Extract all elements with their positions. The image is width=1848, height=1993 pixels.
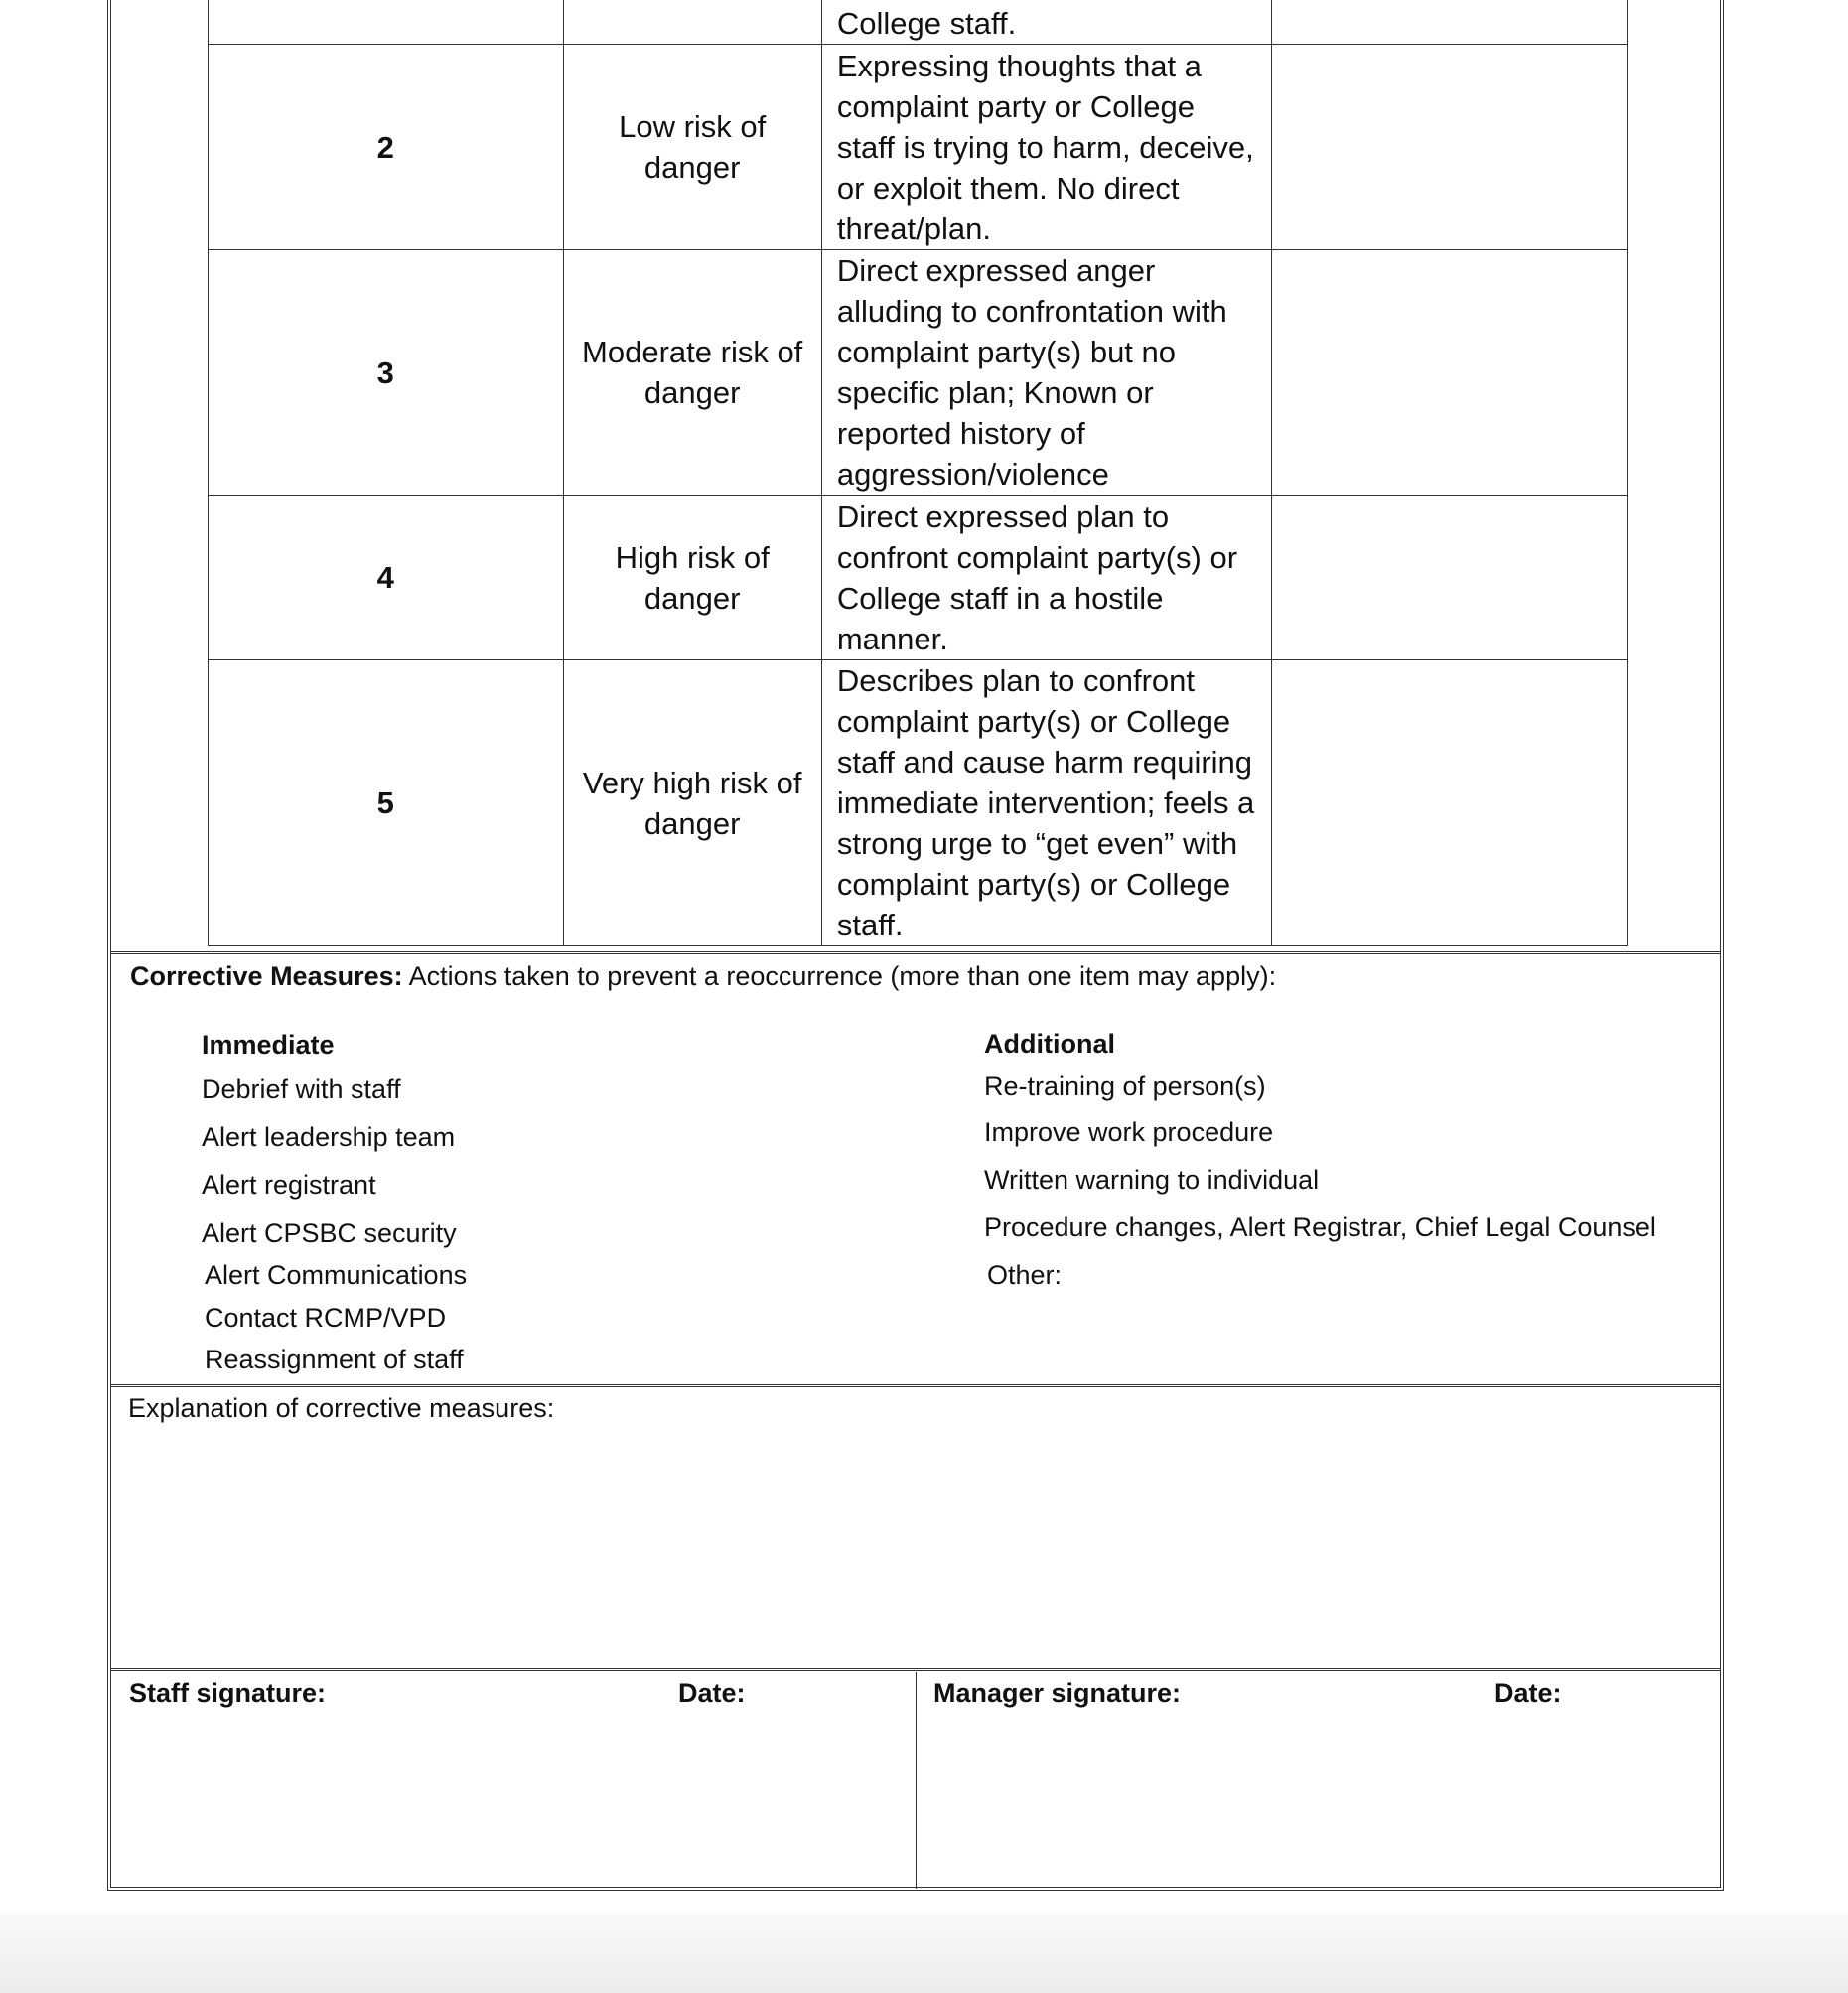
additional-item-improve-procedure[interactable]: Improve work procedure [984, 1117, 1274, 1147]
risk-level-description: Direct expressed anger alluding to confrontation with complaint party(s) but no specific plan; Known or reported history of aggression/violence [821, 250, 1272, 496]
staff-signature-label: Staff signature: [129, 1678, 327, 1708]
risk-level-number: 4 [209, 496, 564, 660]
section-divider [111, 1668, 1720, 1671]
staff-date-label: Date: [678, 1678, 746, 1708]
additional-item-procedure-changes[interactable]: Procedure changes, Alert Registrar, Chief Legal Counsel [984, 1212, 1656, 1242]
immediate-item-alert-registrant[interactable]: Alert registrant [202, 1170, 376, 1200]
immediate-item-reassignment[interactable]: Reassignment of staff [205, 1345, 464, 1374]
immediate-item-alert-security[interactable]: Alert CPSBC security [202, 1218, 457, 1248]
explanation-label: Explanation of corrective measures: [128, 1393, 555, 1423]
corrective-measures-heading-rest: Actions taken to prevent a reoccurrence (more than one item may apply): [402, 961, 1277, 991]
risk-level-label: Low risk of danger [563, 45, 821, 250]
immediate-item-debrief[interactable]: Debrief with staff [202, 1074, 401, 1104]
additional-item-other[interactable]: Other: [987, 1260, 1063, 1290]
risk-level-table [208, 0, 1628, 946]
additional-heading: Additional [984, 1029, 1115, 1059]
immediate-item-alert-leadership[interactable]: Alert leadership team [202, 1122, 456, 1152]
explanation-field[interactable] [113, 1430, 1716, 1664]
risk-level-description: Expressing thoughts that a complaint party or College staff is trying to harm, deceive, or exploit them. No direct threat/plan. [821, 45, 1272, 250]
manager-date-label: Date: [1494, 1678, 1562, 1708]
section-divider [111, 1384, 1720, 1387]
risk-level-description: Describes plan to confront complaint party(s) or College staff and cause harm requiring immediate intervention; feels a strong urge to “get even” with complaint party(s) or College staff. [821, 660, 1272, 946]
manager-signature-label: Manager signature: [933, 1678, 1182, 1708]
risk-level-notes-cell[interactable] [1272, 0, 1628, 45]
table-row [209, 496, 1628, 660]
table-row [209, 45, 1628, 250]
staff-signature-field[interactable] [113, 1716, 914, 1885]
risk-level-label: Moderate risk of danger [563, 250, 821, 496]
section-divider [111, 951, 1720, 954]
additional-item-written-warning[interactable]: Written warning to individual [984, 1165, 1320, 1195]
table-row [209, 250, 1628, 496]
risk-level-label: High risk of danger [563, 496, 821, 660]
immediate-heading: Immediate [202, 1030, 335, 1060]
corrective-measures-heading-bold: Corrective Measures: [130, 961, 403, 991]
table-row [209, 660, 1628, 946]
risk-level-description: Direct expressed plan to confront complaint party(s) or College staff in a hostile manner. [821, 496, 1272, 660]
table-row [209, 0, 1628, 45]
immediate-item-alert-communications[interactable]: Alert Communications [205, 1260, 468, 1290]
risk-level-number: 5 [209, 660, 564, 946]
risk-level-label: Very high risk of danger [563, 660, 821, 946]
risk-level-notes-cell[interactable] [1272, 45, 1628, 250]
risk-level-label [563, 0, 821, 45]
additional-item-retraining[interactable]: Re-training of person(s) [984, 1071, 1266, 1101]
corrective-measures-heading [130, 959, 1276, 993]
page-bottom-edge [0, 1912, 1848, 1993]
risk-level-description: College staff. [821, 0, 1272, 45]
risk-level-number [209, 0, 564, 45]
signature-divider [916, 1672, 917, 1889]
immediate-item-contact-police[interactable]: Contact RCMP/VPD [205, 1303, 447, 1333]
manager-signature-field[interactable] [919, 1716, 1716, 1885]
risk-level-number: 3 [209, 250, 564, 496]
risk-level-notes-cell[interactable] [1272, 660, 1628, 946]
risk-level-notes-cell[interactable] [1272, 496, 1628, 660]
risk-level-number: 2 [209, 45, 564, 250]
risk-level-notes-cell[interactable] [1272, 250, 1628, 496]
